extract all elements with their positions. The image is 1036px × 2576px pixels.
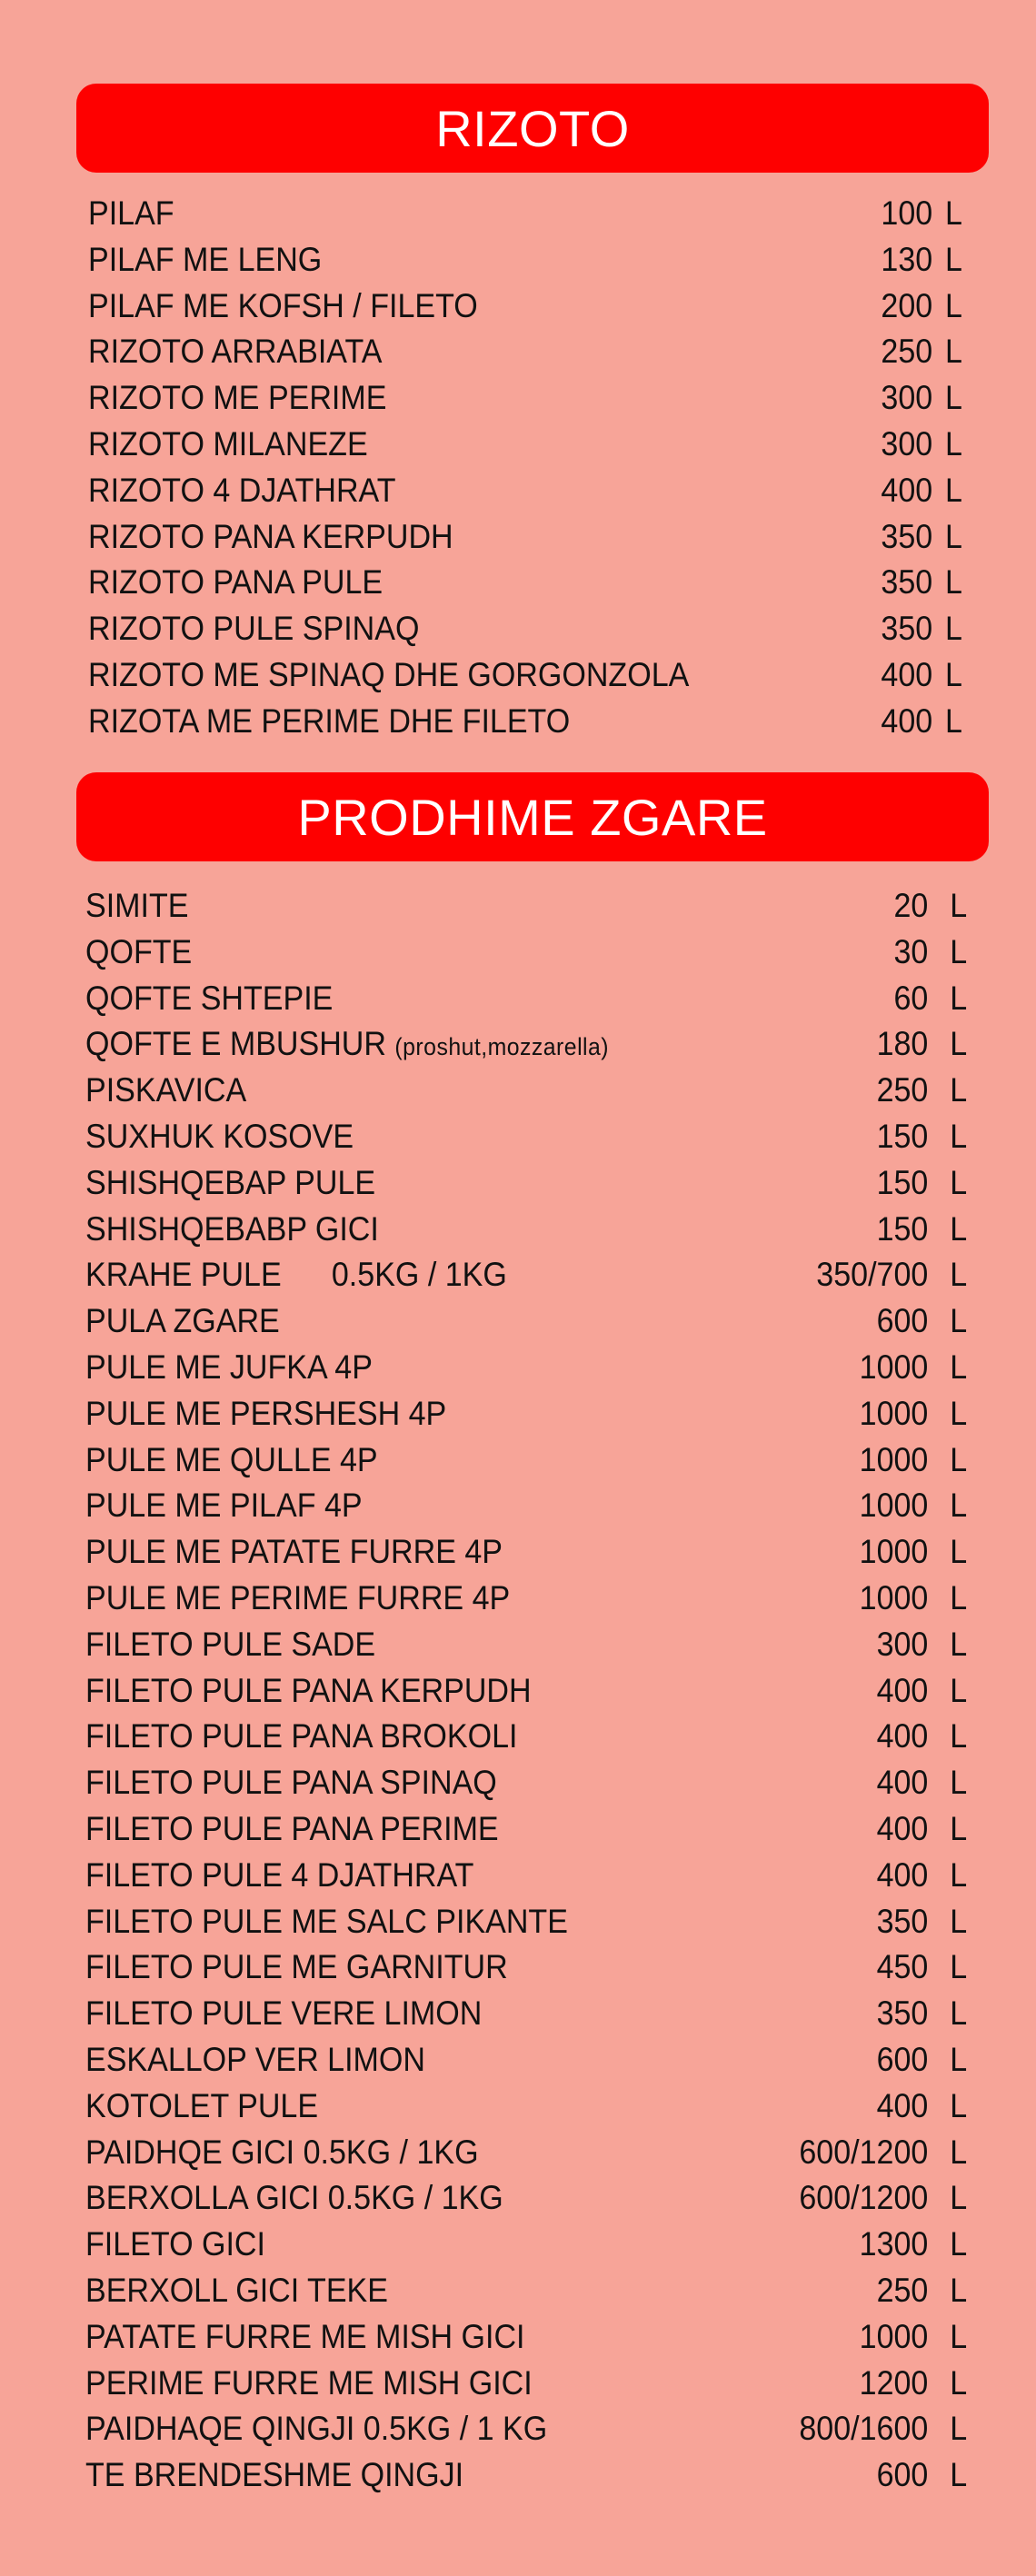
menu-item: [88, 375, 962, 422]
item-name: [85, 2130, 479, 2176]
menu-item: [85, 2175, 968, 2222]
currency-label: L: [950, 1348, 968, 1386]
menu-item: [85, 1483, 968, 1529]
item-name-text: FILETO PULE PANA KERPUDH: [85, 1671, 532, 1709]
item-name-text: PILAF ME LENG: [88, 240, 323, 278]
menu-item: [85, 1252, 968, 1298]
item-name-text: RIZOTO 4 DJATHRAT: [88, 471, 396, 509]
item-name-text: QOFTE: [85, 932, 193, 970]
item-name: [85, 1944, 508, 1991]
item-name: [85, 1483, 363, 1529]
item-name: [88, 422, 368, 468]
currency-label: L: [950, 2179, 968, 2217]
currency-label: L: [950, 1394, 968, 1432]
menu-list-prodhime-zgare: [85, 883, 994, 2499]
item-price: 200: [881, 286, 933, 324]
currency-label: L: [950, 1533, 968, 1571]
menu-item: [85, 976, 968, 1022]
menu-item: [85, 2268, 968, 2314]
item-name: [85, 1068, 246, 1114]
item-price: 450: [876, 1948, 929, 1986]
item-name-text: PULA ZGARE: [85, 1302, 280, 1340]
item-price: 350: [881, 610, 933, 648]
item-price: 1000: [859, 1348, 929, 1386]
item-price: 600/1200: [799, 2179, 929, 2217]
item-name-text: PULE ME PATATE FURRE 4P: [85, 1533, 503, 1571]
item-name-text: RIZOTO PULE SPINAQ: [88, 610, 420, 648]
item-name: [85, 2452, 463, 2499]
item-name: [85, 1298, 280, 1345]
item-name-text: FILETO PULE PANA PERIME: [85, 1809, 499, 1847]
item-name: [85, 2037, 425, 2084]
currency-label: L: [950, 1440, 968, 1478]
item-price: 60: [893, 979, 929, 1017]
item-price: 1000: [859, 1578, 929, 1616]
item-name-text: SHISHQEBAP PULE: [85, 1163, 376, 1201]
menu-item: [85, 2452, 968, 2499]
item-price: 600/1200: [799, 2133, 929, 2171]
item-name-text: SUXHUK KOSOVE: [85, 1117, 354, 1155]
item-name: [85, 976, 333, 1022]
item-name-text: PULE ME JUFKA 4P: [85, 1348, 373, 1386]
item-price: 600: [876, 2040, 929, 2078]
item-price: 150: [876, 1163, 929, 1201]
currency-label: L: [945, 333, 962, 371]
item-name: [85, 2314, 525, 2361]
item-name-text: RIZOTO ARRABIATA: [88, 333, 383, 371]
item-name: [88, 560, 383, 606]
item-price: 30: [893, 932, 929, 970]
item-price: 1000: [859, 1440, 929, 1478]
currency-label: L: [950, 1163, 968, 1201]
section-header-rizoto: [76, 84, 989, 173]
item-name-text: FILETO PULE SADE: [85, 1625, 376, 1663]
currency-label: L: [950, 1209, 968, 1248]
currency-label: L: [950, 1625, 968, 1663]
item-name: [85, 2084, 318, 2130]
item-name: [88, 191, 174, 237]
item-price: 350: [881, 563, 933, 602]
menu-item: [85, 1853, 968, 1899]
item-price: 1000: [859, 1394, 929, 1432]
menu-item: [85, 1298, 968, 1345]
currency-label: L: [945, 379, 962, 417]
menu-list-rizoto: [88, 191, 997, 745]
item-name: [88, 375, 386, 422]
menu-item: [85, 1207, 968, 1253]
item-name: [85, 1576, 510, 1622]
currency-label: L: [950, 979, 968, 1017]
currency-label: L: [950, 2225, 968, 2263]
item-name: [85, 1160, 375, 1207]
currency-label: L: [950, 2363, 968, 2402]
item-name-text: KOTOLET PULE: [85, 2086, 319, 2124]
item-price: 20: [893, 887, 929, 924]
currency-label: L: [945, 655, 962, 693]
menu-item: [85, 1714, 968, 1760]
item-name: [85, 2268, 388, 2314]
currency-label: L: [950, 1117, 968, 1155]
item-name: [85, 1714, 517, 1760]
item-name-text: FILETO PULE VERE LIMON: [85, 1994, 483, 2033]
item-price: 400: [881, 655, 933, 693]
item-name: [85, 1529, 503, 1576]
item-name: [85, 1853, 473, 1899]
item-name-text: PAIDHAQE QINGJI 0.5KG / 1 KG: [85, 2410, 548, 2448]
item-price: 400: [876, 1717, 929, 1755]
item-name: [85, 2406, 547, 2452]
menu-item: [88, 652, 962, 699]
item-price: 250: [881, 333, 933, 371]
item-name-text: TE BRENDESHME QINGJI: [85, 2456, 464, 2494]
currency-label: L: [950, 1948, 968, 1986]
menu-item: [85, 1760, 968, 1806]
item-name-text: PERIME FURRE ME MISH GICI: [85, 2363, 533, 2402]
item-name: [85, 883, 188, 930]
currency-label: L: [945, 424, 962, 462]
item-name: [88, 329, 382, 375]
currency-label: L: [950, 932, 968, 970]
menu-item: [88, 422, 962, 468]
item-name-text: PATATE FURRE ME MISH GICI: [85, 2317, 525, 2355]
item-price: 250: [876, 1071, 929, 1109]
item-name-text: SIMITE: [85, 887, 189, 924]
currency-label: L: [950, 1855, 968, 1894]
item-name: [85, 1622, 375, 1668]
item-name-text: FILETO PULE 4 DJATHRAT: [85, 1855, 474, 1894]
currency-label: L: [950, 2317, 968, 2355]
item-name-text: QOFTE E MBUSHUR: [85, 1025, 386, 1063]
item-name-text: SHISHQEBABP GICI: [85, 1209, 379, 1248]
item-name: [85, 2361, 533, 2407]
menu-item: [85, 1345, 968, 1391]
menu-item: [85, 2406, 968, 2452]
menu-item: [85, 1114, 968, 1160]
menu-item: [85, 2222, 968, 2268]
item-name-text: PULE ME PILAF 4P: [85, 1487, 363, 1525]
item-name: [85, 1991, 482, 2037]
menu-item: [85, 2314, 968, 2361]
menu-item: [85, 930, 968, 976]
item-name-text: RIZOTO ME SPINAQ DHE GORGONZOLA: [88, 655, 690, 693]
currency-label: L: [950, 2086, 968, 2124]
item-name-text: RIZOTO PANA KERPUDH: [88, 517, 453, 555]
item-name-text: FILETO GICI: [85, 2225, 265, 2263]
item-price: 350/700: [816, 1256, 929, 1294]
menu-item: [85, 2037, 968, 2084]
item-price: 300: [881, 379, 933, 417]
item-name-text: RIZOTA ME PERIME DHE FILETO: [88, 701, 571, 740]
currency-label: L: [950, 1578, 968, 1616]
menu-item: [85, 2084, 968, 2130]
item-name-text: BERXOLLA GICI 0.5KG / 1KG: [85, 2179, 503, 2217]
menu-item: [85, 1021, 968, 1068]
item-price: 400: [876, 1671, 929, 1709]
item-name-text: BERXOLL GICI TEKE: [85, 2271, 388, 2309]
menu-item: [85, 1068, 968, 1114]
item-name: [88, 283, 478, 330]
currency-label: L: [945, 286, 962, 324]
menu-item: [85, 1806, 968, 1853]
item-name: [85, 1437, 378, 1484]
item-name: [85, 2222, 265, 2268]
menu-item: [88, 606, 962, 652]
item-name-text: PULE ME QULLE 4P: [85, 1440, 378, 1478]
menu-item: [85, 1944, 968, 1991]
item-price: 400: [876, 2086, 929, 2124]
item-detail: 0.5KG / 1KG: [331, 1256, 507, 1294]
item-name: [85, 2175, 503, 2222]
currency-label: L: [950, 1717, 968, 1755]
currency-label: L: [950, 1994, 968, 2033]
currency-label: L: [950, 2133, 968, 2171]
menu-item: [85, 1668, 968, 1715]
currency-label: L: [945, 610, 962, 648]
item-price: 400: [876, 1809, 929, 1847]
item-name-text: PULE ME PERIME FURRE 4P: [85, 1578, 511, 1616]
item-price: 400: [876, 1855, 929, 1894]
item-price: 1000: [859, 2317, 929, 2355]
section-title: RIZOTO: [435, 99, 630, 157]
item-name: [85, 1668, 532, 1715]
item-name: [85, 1806, 499, 1853]
menu-item: [88, 283, 962, 330]
item-name: [88, 652, 689, 699]
item-name-text: FILETO PULE PANA SPINAQ: [85, 1764, 497, 1802]
currency-label: L: [945, 517, 962, 555]
item-price: 130: [881, 240, 933, 278]
item-price: 180: [876, 1025, 929, 1063]
item-note: (proshut,mozzarella): [394, 1033, 610, 1061]
item-name-text: RIZOTO PANA PULE: [88, 563, 384, 602]
menu-item: [88, 699, 962, 745]
currency-label: L: [945, 471, 962, 509]
currency-label: L: [945, 563, 962, 602]
currency-label: L: [950, 1671, 968, 1709]
menu-item: [88, 468, 962, 514]
section-header-prodhime-zgare: [76, 772, 989, 861]
item-name-text: PISKAVICA: [85, 1071, 247, 1109]
currency-label: L: [950, 2040, 968, 2078]
item-price: 300: [881, 424, 933, 462]
item-name: [88, 237, 322, 283]
item-price: 150: [876, 1209, 929, 1248]
currency-label: L: [950, 1025, 968, 1063]
currency-label: L: [950, 1809, 968, 1847]
item-name: [88, 468, 396, 514]
menu-item: [88, 329, 962, 375]
menu-item: [85, 1529, 968, 1576]
item-name: [88, 699, 570, 745]
menu-item: [88, 237, 962, 283]
item-price: 800/1600: [799, 2410, 929, 2448]
currency-label: L: [945, 240, 962, 278]
item-name: [85, 930, 192, 976]
section-title: PRODHIME ZGARE: [297, 788, 768, 846]
item-price: 400: [881, 701, 933, 740]
item-name-text: FILETO PULE ME GARNITUR: [85, 1948, 508, 1986]
currency-label: L: [950, 2271, 968, 2309]
menu-item: [85, 1391, 968, 1437]
item-name: [85, 1345, 373, 1391]
item-price: 100: [881, 194, 933, 232]
item-price: 350: [876, 1902, 929, 1940]
item-price: 1300: [859, 2225, 929, 2263]
currency-label: L: [950, 1071, 968, 1109]
menu-item: [88, 560, 962, 606]
item-name-text: QOFTE SHTEPIE: [85, 979, 334, 1017]
item-price: 1000: [859, 1487, 929, 1525]
menu-item: [85, 1437, 968, 1484]
menu-item: [85, 1991, 968, 2037]
item-name-text: RIZOTO ME PERIME: [88, 379, 387, 417]
currency-label: L: [950, 2456, 968, 2494]
item-price: 300: [876, 1625, 929, 1663]
item-name: [85, 1391, 446, 1437]
item-price: 350: [881, 517, 933, 555]
menu-item: [85, 883, 968, 930]
item-name: [85, 1899, 568, 1945]
currency-label: L: [950, 1487, 968, 1525]
item-name: [85, 1252, 507, 1298]
item-name-text: PILAF: [88, 194, 174, 232]
currency-label: L: [945, 194, 962, 232]
currency-label: L: [950, 1902, 968, 1940]
item-name: [85, 1114, 354, 1160]
currency-label: L: [950, 1256, 968, 1294]
menu-item: [85, 2130, 968, 2176]
currency-label: L: [945, 701, 962, 740]
item-name-text: ESKALLOP VER LIMON: [85, 2040, 425, 2078]
currency-label: L: [950, 2410, 968, 2448]
menu-item: [88, 191, 962, 237]
currency-label: L: [950, 1764, 968, 1802]
item-name-text: PAIDHQE GICI 0.5KG / 1KG: [85, 2133, 479, 2171]
currency-label: L: [950, 1302, 968, 1340]
item-price: 600: [876, 1302, 929, 1340]
item-name: [88, 514, 453, 561]
menu-item: [85, 1622, 968, 1668]
currency-label: L: [950, 887, 968, 924]
menu-item: [85, 2361, 968, 2407]
item-name: [85, 1760, 497, 1806]
item-price: 400: [876, 1764, 929, 1802]
item-name-text: PULE ME PERSHESH 4P: [85, 1394, 447, 1432]
menu-item: [85, 1899, 968, 1945]
item-price: 1200: [859, 2363, 929, 2402]
item-name: [85, 1021, 609, 1070]
menu-item: [85, 1160, 968, 1207]
item-name-text: KRAHE PULE: [85, 1256, 282, 1294]
item-price: 250: [876, 2271, 929, 2309]
item-name-text: RIZOTO MILANEZE: [88, 424, 368, 462]
menu-item: [88, 514, 962, 561]
item-name-text: FILETO PULE PANA BROKOLI: [85, 1717, 518, 1755]
item-name: [85, 1207, 379, 1253]
item-price: 350: [876, 1994, 929, 2033]
item-price: 600: [876, 2456, 929, 2494]
item-price: 150: [876, 1117, 929, 1155]
item-price: 400: [881, 471, 933, 509]
item-name: [88, 606, 419, 652]
item-name-text: PILAF ME KOFSH / FILETO: [88, 286, 478, 324]
menu-item: [85, 1576, 968, 1622]
item-price: 1000: [859, 1533, 929, 1571]
item-name-text: FILETO PULE ME SALC PIKANTE: [85, 1902, 568, 1940]
